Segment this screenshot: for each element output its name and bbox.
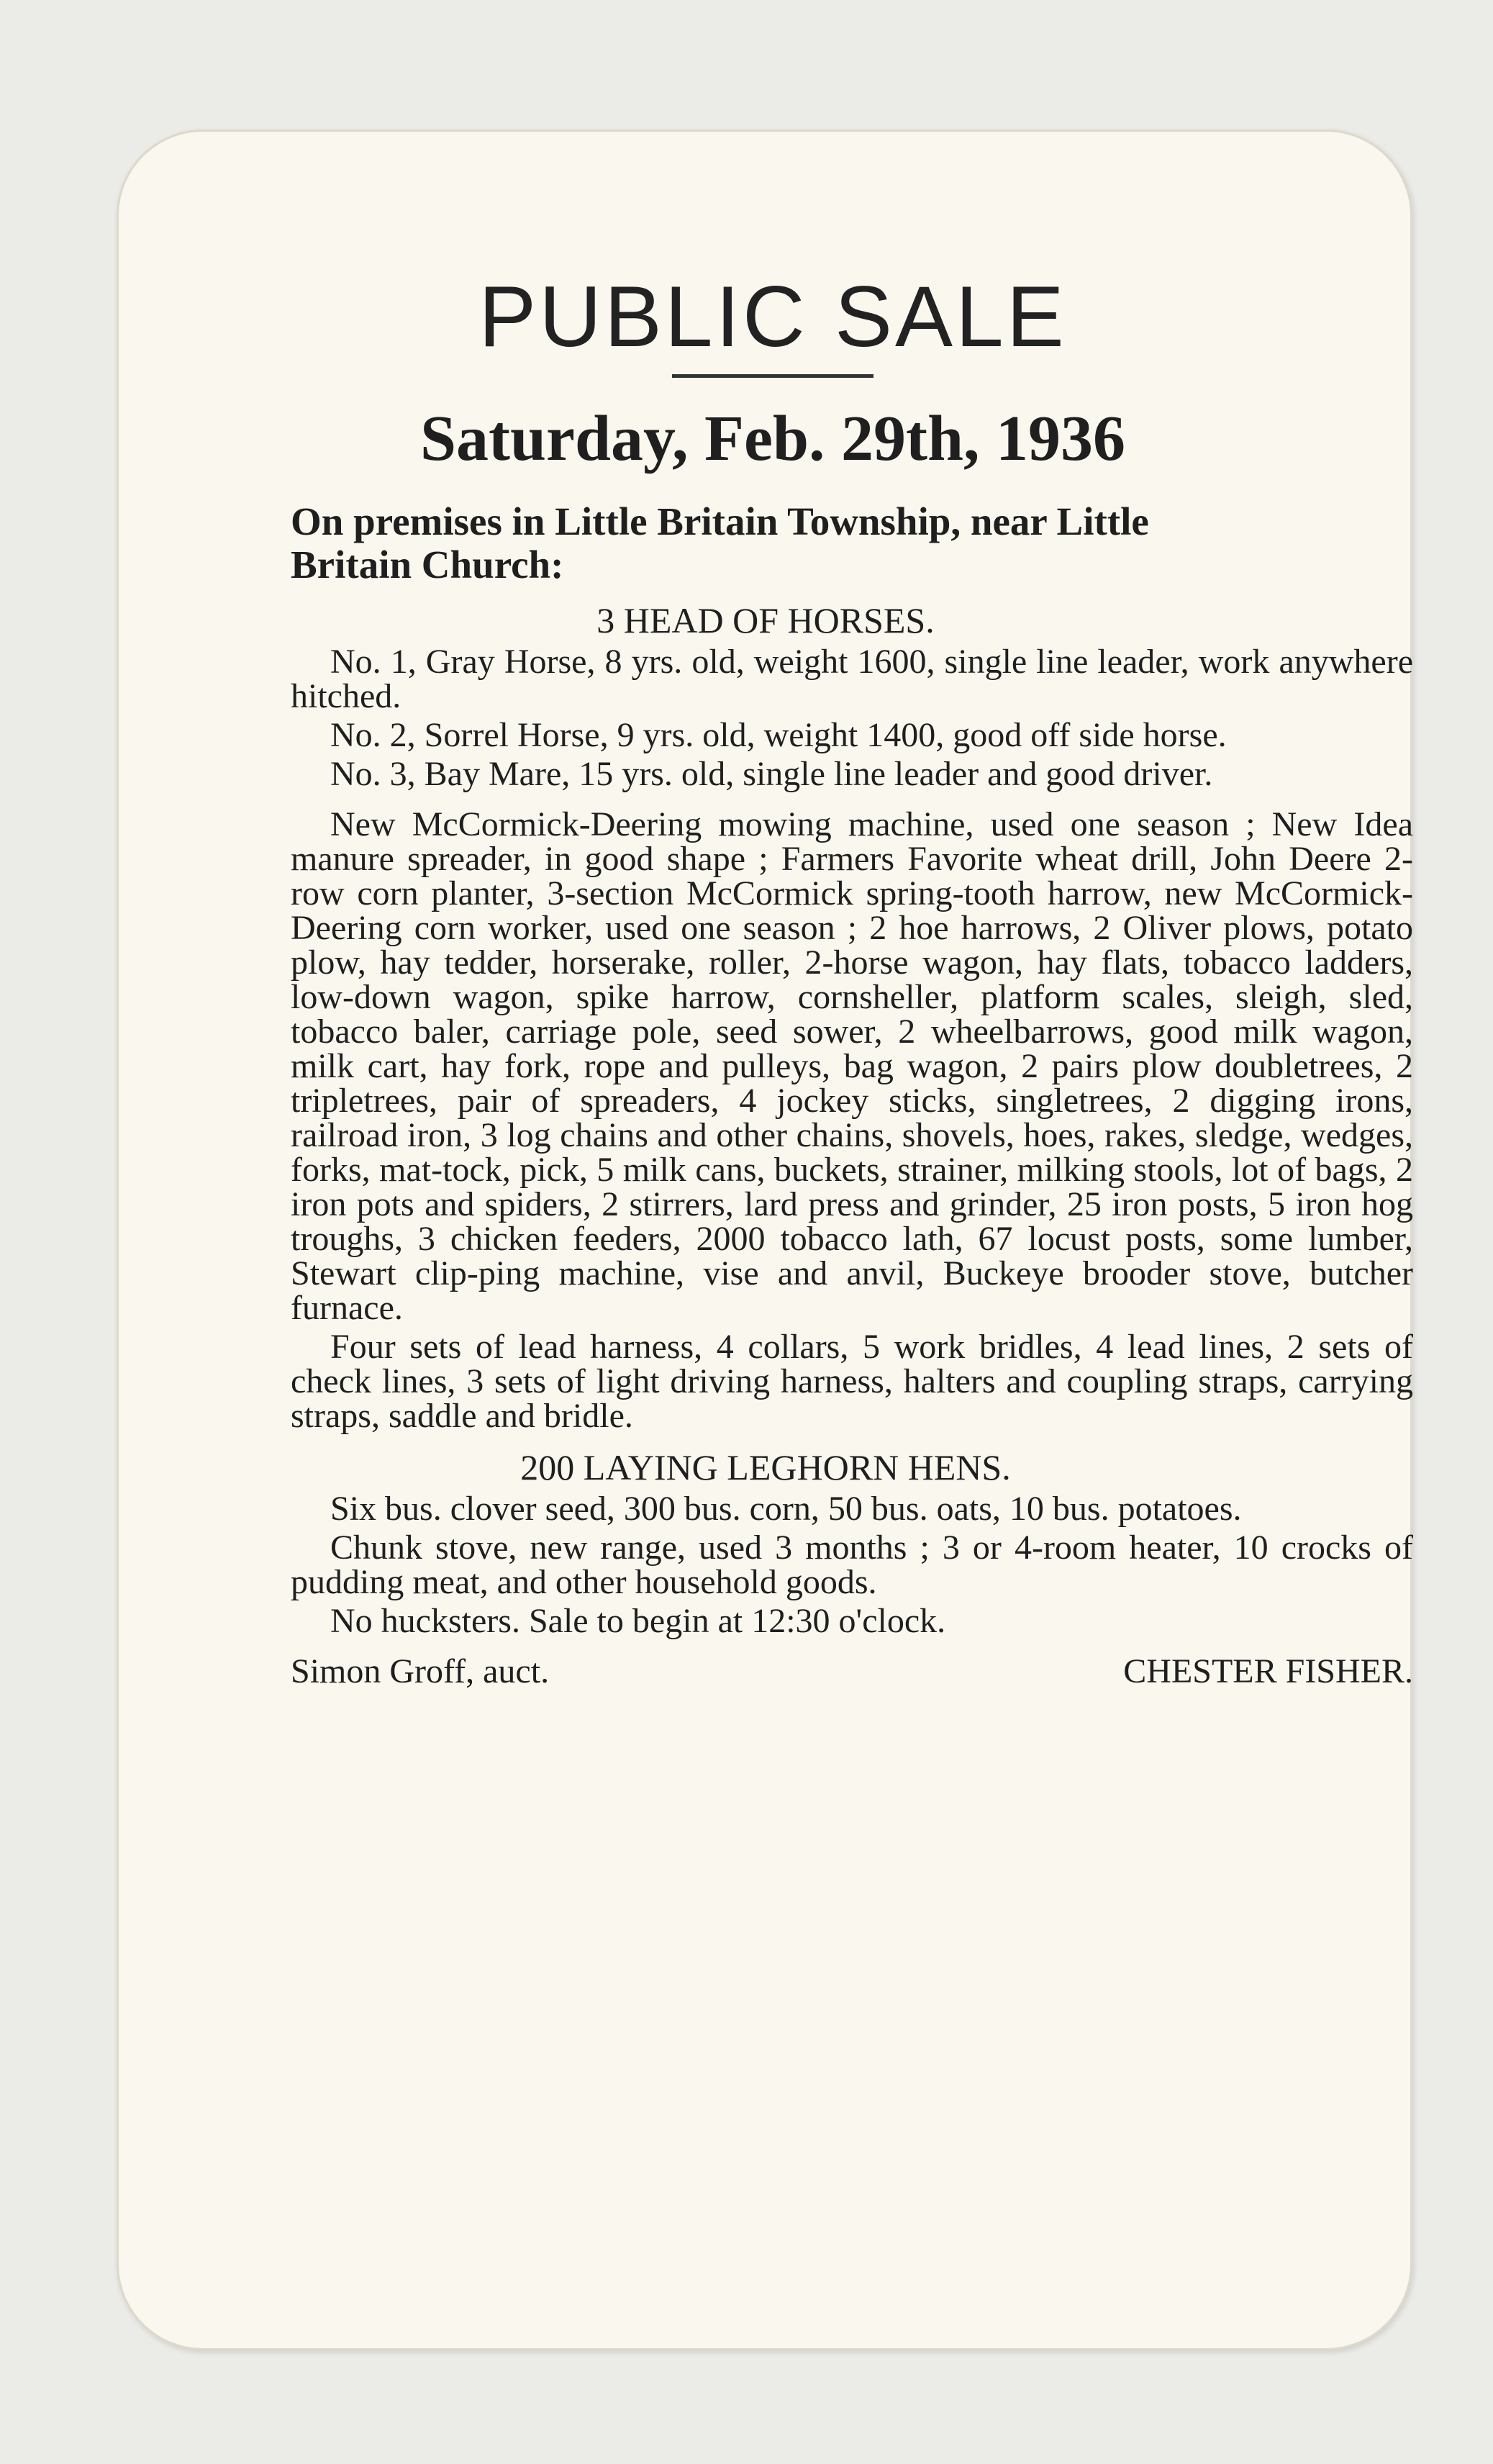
sale-date: Saturday, Feb. 29th, 1936 bbox=[419, 403, 1126, 474]
sale-terms: No hucksters. Sale to begin at 12:30 o'clock. bbox=[330, 1602, 946, 1640]
hens-header: 200 LAYING LEGHORN HENS. bbox=[520, 1447, 1011, 1487]
produce-list: Six bus. clover seed, 300 bus. corn, 50 bus. oats, 10 bus. potatoes. bbox=[330, 1490, 1242, 1528]
implements-list: New McCormick-Deering mowing machine, used one season ; New Idea manure spreader, in good shape ; Farmers Favorite wheat drill, John Deere 2-row corn planter, 3-section McCormick spring-tooth harrow, new McCormick-Deering corn worker, used one season ; 2 hoe harrows, 2 Oliver plows, potato plow, hay tedder, horserake, roller, 2-horse wagon, hay flats, tobacco ladders, low-down wagon, spike harrow, cornsheller, platform scales, sleigh, sled, tobacco baler, carriage pole, seed sower, 2 wheelbarrows, good milk wagon, milk cart, hay fork, rope and pulleys, bag wagon, 2 pairs plow doubletrees, 2 tripletrees, pair of spreaders, 4 jockey sticks, singletrees, 2 digging irons, railroad iron, 3 log chains and other chains, shovels, hoes, rakes, sledge, wedges, forks, mat-tock, pick, 5 milk cans, buckets, strainer, milking stools, lot of bags, 2 iron pots and spiders, 2 stirrers, lard press and grinder, 25 iron posts, 5 iron hog troughs, 3 chicken feeders, 2000 tobacco lath, 67 locust posts, some lumber, Stewart clip-ping machine, vise and anvil, Buckeye brooder stove, butcher furnace. bbox=[291, 805, 1413, 1327]
horse-item: No. 2, Sorrel Horse, 9 yrs. old, weight 1400, good off side horse. bbox=[330, 716, 1227, 754]
harness-list: Four sets of lead harness, 4 collars, 5 work bridles, 4 lead lines, 2 sets of check lines, 3 sets of light driving harness, halters and coupling straps, carrying straps, saddle and bridle. bbox=[291, 1328, 1413, 1435]
sale-location: On premises in Little Britain Township, near Little Britain Church: bbox=[291, 499, 1149, 586]
horse-item: No. 1, Gray Horse, 8 yrs. old, weight 1600, single line leader, work anywhere hitched. bbox=[291, 643, 1413, 715]
seller-name: CHESTER FISHER. bbox=[1123, 1652, 1413, 1690]
auctioneer-name: Simon Groff, auct. bbox=[291, 1652, 550, 1690]
title-underline bbox=[672, 374, 873, 378]
horses-header: 3 HEAD OF HORSES. bbox=[596, 600, 935, 640]
household-list: Chunk stove, new range, used 3 months ; 3 or 4-room heater, 10 crocks of pudding meat, and other household goods. bbox=[291, 1528, 1413, 1601]
sale-bill-content bbox=[176, 268, 1413, 1691]
horse-item: No. 3, Bay Mare, 15 yrs. old, single line leader and good driver. bbox=[330, 755, 1213, 793]
page-title: PUBLIC SALE bbox=[478, 268, 1067, 365]
signature-row bbox=[291, 1652, 1413, 1691]
